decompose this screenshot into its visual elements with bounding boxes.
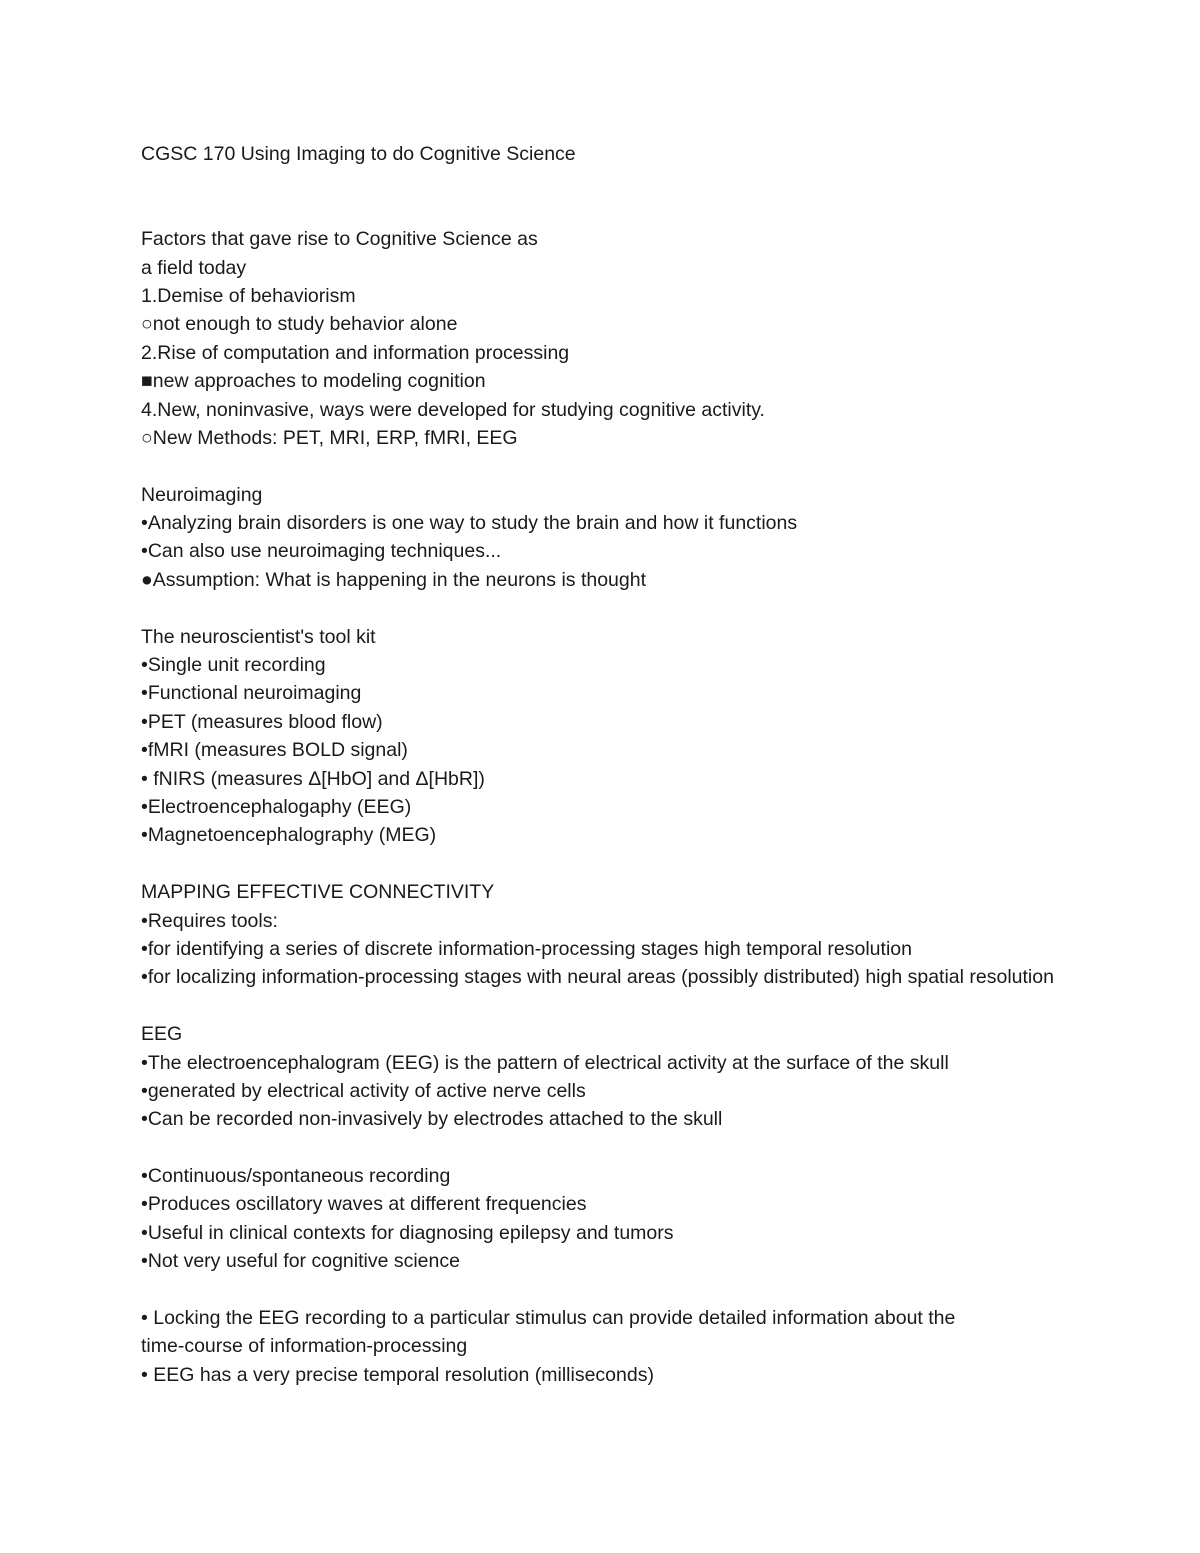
spacer — [141, 1276, 1160, 1304]
list-item: •Continuous/spontaneous recording — [141, 1165, 451, 1188]
list-item: •The electroencephalogram (EEG) is the pattern of electrical activity at the surface of the skull — [141, 1051, 949, 1074]
list-item: •Magnetoencephalography (MEG) — [141, 824, 437, 847]
spacer — [141, 452, 1160, 480]
list-item: •PET (measures blood flow) — [141, 710, 383, 733]
list-item: •Functional neuroimaging — [141, 682, 362, 705]
text-line: a field today — [141, 256, 247, 279]
section-heading: Neuroimaging — [141, 483, 263, 506]
list-item: •Single unit recording — [141, 654, 326, 677]
list-item: •Analyzing brain disorders is one way to study the brain and how it functions — [141, 512, 798, 535]
spacer — [141, 594, 1160, 622]
section-effective-connectivity — [141, 878, 1160, 992]
list-item: •for identifying a series of discrete information-processing stages high temporal resolution — [141, 937, 912, 960]
list-item: • EEG has a very precise temporal resolution (milliseconds) — [141, 1363, 654, 1386]
list-item: ○not enough to study behavior alone — [141, 313, 458, 336]
list-item: •generated by electrical activity of active nerve cells — [141, 1079, 586, 1102]
section-heading: The neuroscientist's tool kit — [141, 625, 376, 648]
list-item: •Produces oscillatory waves at different frequencies — [141, 1193, 587, 1216]
list-item: •fMRI (measures BOLD signal) — [141, 739, 408, 762]
list-item: •Not very useful for cognitive science — [141, 1250, 460, 1273]
list-item: 2.Rise of computation and information processing — [141, 341, 570, 364]
list-item: •Useful in clinical contexts for diagnosing epilepsy and tumors — [141, 1221, 674, 1244]
list-item: •for localizing information-processing stages with neural areas (possibly distributed) high spatial resolution — [141, 966, 1054, 989]
spacer — [141, 1134, 1160, 1162]
list-item: •Can be recorded non-invasively by electrodes attached to the skull — [141, 1108, 723, 1131]
list-item: •Can also use neuroimaging techniques... — [141, 540, 502, 563]
list-item: • Locking the EEG recording to a particular stimulus can provide detailed information about the — [141, 1307, 956, 1330]
section-eeg-recording — [141, 1162, 1160, 1276]
section-heading: Factors that gave rise to Cognitive Science as — [141, 228, 538, 251]
list-item: ■new approaches to modeling cognition — [141, 370, 486, 393]
spacer — [141, 992, 1160, 1020]
list-item: 4.New, noninvasive, ways were developed for studying cognitive activity. — [141, 398, 765, 421]
list-item: ○New Methods: PET, MRI, ERP, fMRI, EEG — [141, 426, 518, 449]
list-item: ●Assumption: What is happening in the neurons is thought — [141, 568, 647, 591]
section-neuroimaging — [141, 481, 1160, 595]
section-eeg — [141, 1020, 1160, 1134]
list-item: •Requires tools: — [141, 909, 278, 932]
list-item: 1.Demise of behaviorism — [141, 284, 356, 307]
document-title: CGSC 170 Using Imaging to do Cognitive Science — [141, 143, 576, 165]
spacer — [141, 850, 1160, 878]
section-factors — [141, 225, 1160, 452]
list-item: •Electroencephalogaphy (EEG) — [141, 796, 412, 818]
list-item: • fNIRS (measures Δ[HbO] and Δ[HbR]) — [141, 767, 485, 790]
section-heading: EEG — [141, 1023, 183, 1046]
section-eeg-locking — [141, 1304, 1160, 1389]
section-tool-kit — [141, 623, 1160, 850]
text-line: time-course of information-processing — [141, 1335, 468, 1358]
section-heading: MAPPING EFFECTIVE CONNECTIVITY — [141, 881, 495, 904]
